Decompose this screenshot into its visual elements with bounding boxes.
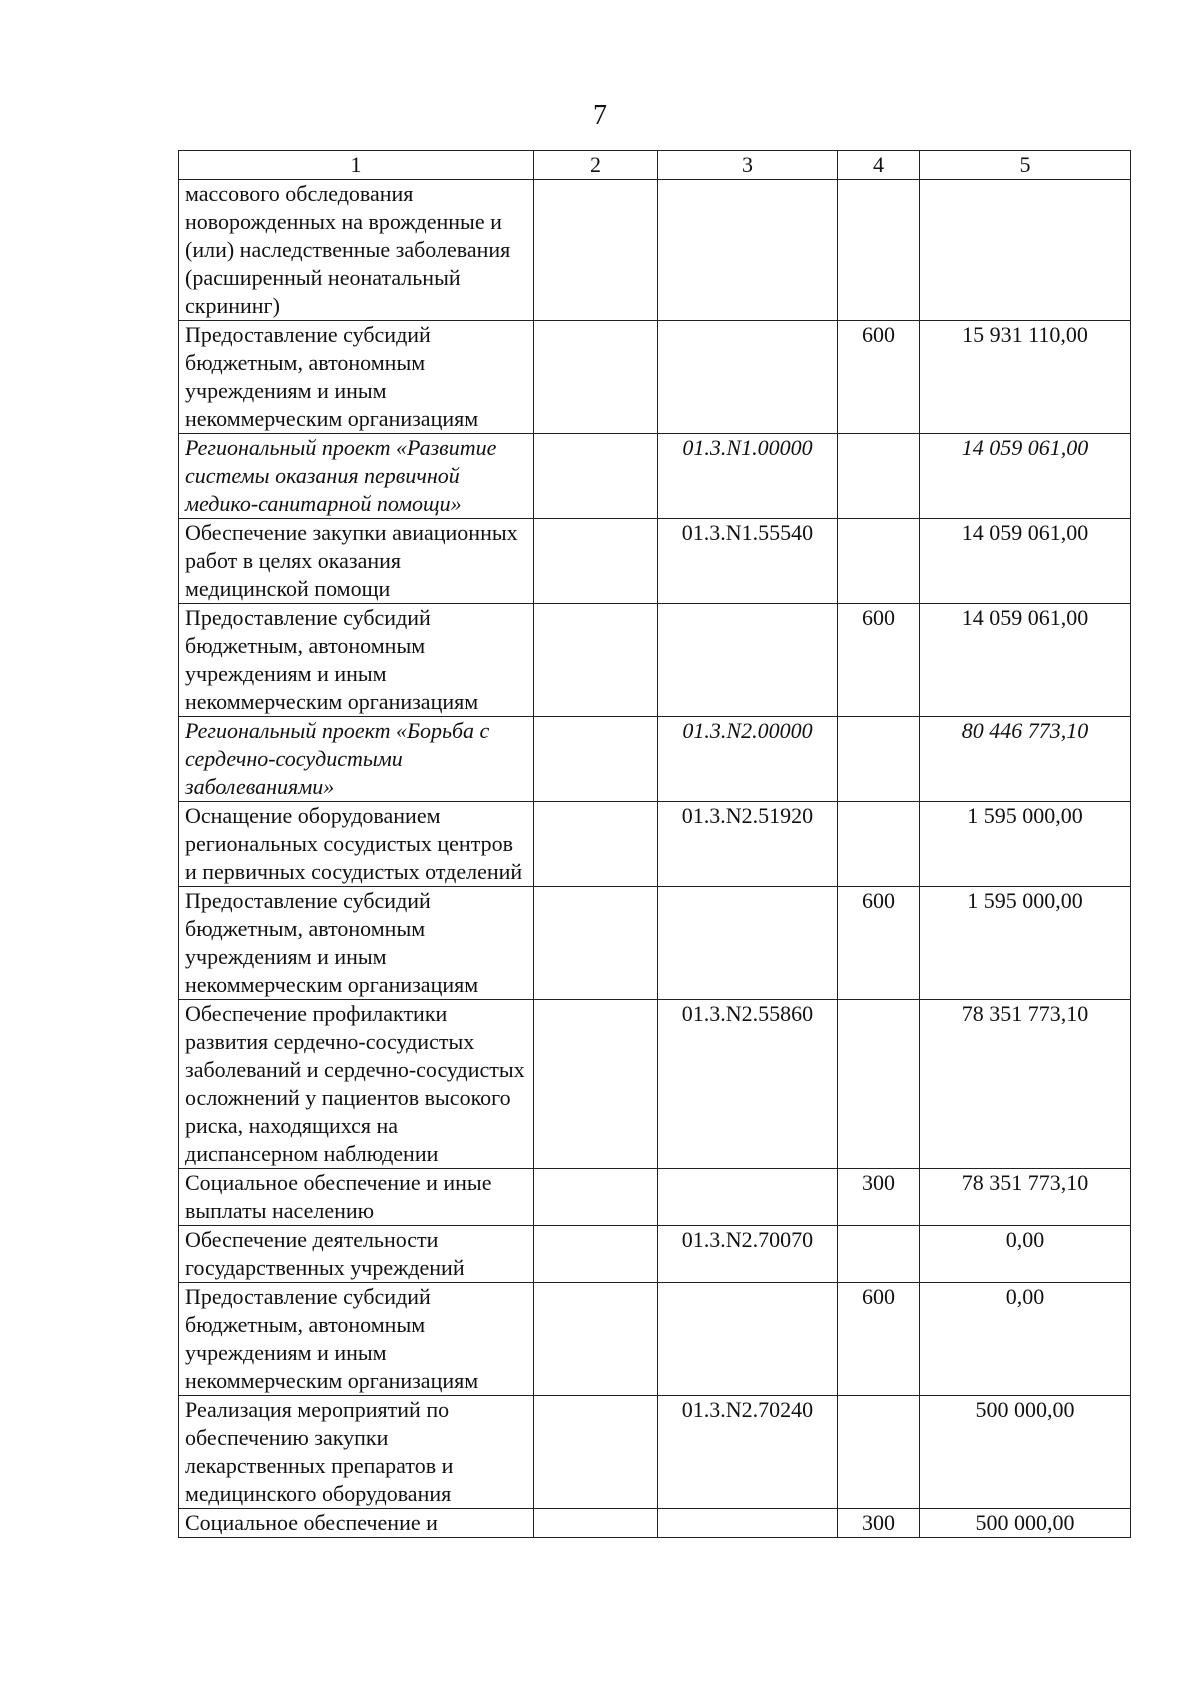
row-name-cell: Региональный проект «Развитие системы оказания первичной медико-санитарной помощи»: [179, 434, 534, 519]
table-row: [179, 434, 1131, 519]
row-col2-cell: [534, 321, 658, 434]
table-row: [179, 802, 1131, 887]
row-amount-cell: 1 595 000,00: [920, 887, 1131, 1000]
row-type-cell: [838, 434, 920, 519]
header-col-2: 2: [534, 151, 658, 180]
row-code-cell: 01.3.N2.70240: [658, 1396, 838, 1509]
table-row: [179, 1396, 1131, 1509]
table-row: [179, 887, 1131, 1000]
row-name-cell: Региональный проект «Борьба с сердечно-сосудистыми заболеваниями»: [179, 717, 534, 802]
row-code-cell: [658, 604, 838, 717]
header-col-4: 4: [838, 151, 920, 180]
row-code-cell: 01.3.N2.00000: [658, 717, 838, 802]
row-amount-cell: [920, 180, 1131, 321]
row-name-cell: Обеспечение профилактики развития сердечно-сосудистых заболеваний и сердечно-сосудистых осложнений у пациентов высокого риска, находящихся на диспансерном наблюдении: [179, 1000, 534, 1169]
row-code-cell: [658, 180, 838, 321]
row-code-cell: 01.3.N2.55860: [658, 1000, 838, 1169]
row-name-cell: Предоставление субсидий бюджетным, автономным учреждениям и иным некоммерческим организациям: [179, 887, 534, 1000]
table-header-row: [179, 151, 1131, 180]
row-type-cell: 600: [838, 887, 920, 1000]
row-type-cell: [838, 802, 920, 887]
budget-table: [178, 150, 1131, 1538]
row-col2-cell: [534, 519, 658, 604]
row-amount-cell: 15 931 110,00: [920, 321, 1131, 434]
row-code-cell: 01.3.N1.55540: [658, 519, 838, 604]
row-amount-cell: 14 059 061,00: [920, 604, 1131, 717]
row-type-cell: 300: [838, 1509, 920, 1538]
row-name-cell: Предоставление субсидий бюджетным, автономным учреждениям и иным некоммерческим организациям: [179, 604, 534, 717]
row-code-cell: [658, 887, 838, 1000]
row-type-cell: 600: [838, 321, 920, 434]
row-amount-cell: 500 000,00: [920, 1509, 1131, 1538]
row-col2-cell: [534, 1396, 658, 1509]
table-row: [179, 604, 1131, 717]
row-col2-cell: [534, 1226, 658, 1283]
table-body: [179, 180, 1131, 1538]
row-col2-cell: [534, 887, 658, 1000]
row-col2-cell: [534, 1000, 658, 1169]
table-row: [179, 519, 1131, 604]
row-amount-cell: 1 595 000,00: [920, 802, 1131, 887]
row-name-cell: Реализация мероприятий по обеспечению закупки лекарственных препаратов и медицинского оборудования: [179, 1396, 534, 1509]
row-amount-cell: 78 351 773,10: [920, 1169, 1131, 1226]
table-row: [179, 717, 1131, 802]
row-amount-cell: 0,00: [920, 1226, 1131, 1283]
table-row: [179, 321, 1131, 434]
table-row: [179, 1000, 1131, 1169]
row-name-cell: массового обследования новорожденных на врожденные и (или) наследственные заболевания (расширенный неонатальный скрининг): [179, 180, 534, 321]
row-amount-cell: 80 446 773,10: [920, 717, 1131, 802]
row-name-cell: Социальное обеспечение и иные выплаты населению: [179, 1169, 534, 1226]
row-type-cell: [838, 1000, 920, 1169]
row-name-cell: Предоставление субсидий бюджетным, автономным учреждениям и иным некоммерческим организациям: [179, 1283, 534, 1396]
row-col2-cell: [534, 604, 658, 717]
table-row: [179, 1283, 1131, 1396]
row-code-cell: [658, 1283, 838, 1396]
row-name-cell: Обеспечение закупки авиационных работ в целях оказания медицинской помощи: [179, 519, 534, 604]
row-amount-cell: 14 059 061,00: [920, 519, 1131, 604]
row-type-cell: 600: [838, 1283, 920, 1396]
row-col2-cell: [534, 434, 658, 519]
row-col2-cell: [534, 1283, 658, 1396]
row-name-cell: Оснащение оборудованием региональных сосудистых центров и первичных сосудистых отделений: [179, 802, 534, 887]
table-row: [179, 1169, 1131, 1226]
row-code-cell: 01.3.N2.51920: [658, 802, 838, 887]
row-code-cell: 01.3.N2.70070: [658, 1226, 838, 1283]
row-amount-cell: 14 059 061,00: [920, 434, 1131, 519]
row-code-cell: [658, 1169, 838, 1226]
row-type-cell: [838, 717, 920, 802]
header-col-3: 3: [658, 151, 838, 180]
row-col2-cell: [534, 717, 658, 802]
row-type-cell: [838, 1396, 920, 1509]
row-code-cell: [658, 321, 838, 434]
row-amount-cell: 0,00: [920, 1283, 1131, 1396]
header-col-1: 1: [179, 151, 534, 180]
row-amount-cell: 500 000,00: [920, 1396, 1131, 1509]
row-type-cell: [838, 1226, 920, 1283]
row-amount-cell: 78 351 773,10: [920, 1000, 1131, 1169]
row-col2-cell: [534, 1509, 658, 1538]
table-row: [179, 1509, 1131, 1538]
row-code-cell: 01.3.N1.00000: [658, 434, 838, 519]
table-row: [179, 1226, 1131, 1283]
row-type-cell: [838, 180, 920, 321]
table-row: [179, 180, 1131, 321]
header-col-5: 5: [920, 151, 1131, 180]
row-code-cell: [658, 1509, 838, 1538]
row-col2-cell: [534, 1169, 658, 1226]
row-name-cell: Обеспечение деятельности государственных учреждений: [179, 1226, 534, 1283]
row-type-cell: 300: [838, 1169, 920, 1226]
page-number: 7: [593, 100, 607, 131]
row-type-cell: [838, 519, 920, 604]
row-type-cell: 600: [838, 604, 920, 717]
row-col2-cell: [534, 802, 658, 887]
row-name-cell: Предоставление субсидий бюджетным, автономным учреждениям и иным некоммерческим организациям: [179, 321, 534, 434]
row-name-cell: Социальное обеспечение и: [179, 1509, 534, 1538]
row-col2-cell: [534, 180, 658, 321]
